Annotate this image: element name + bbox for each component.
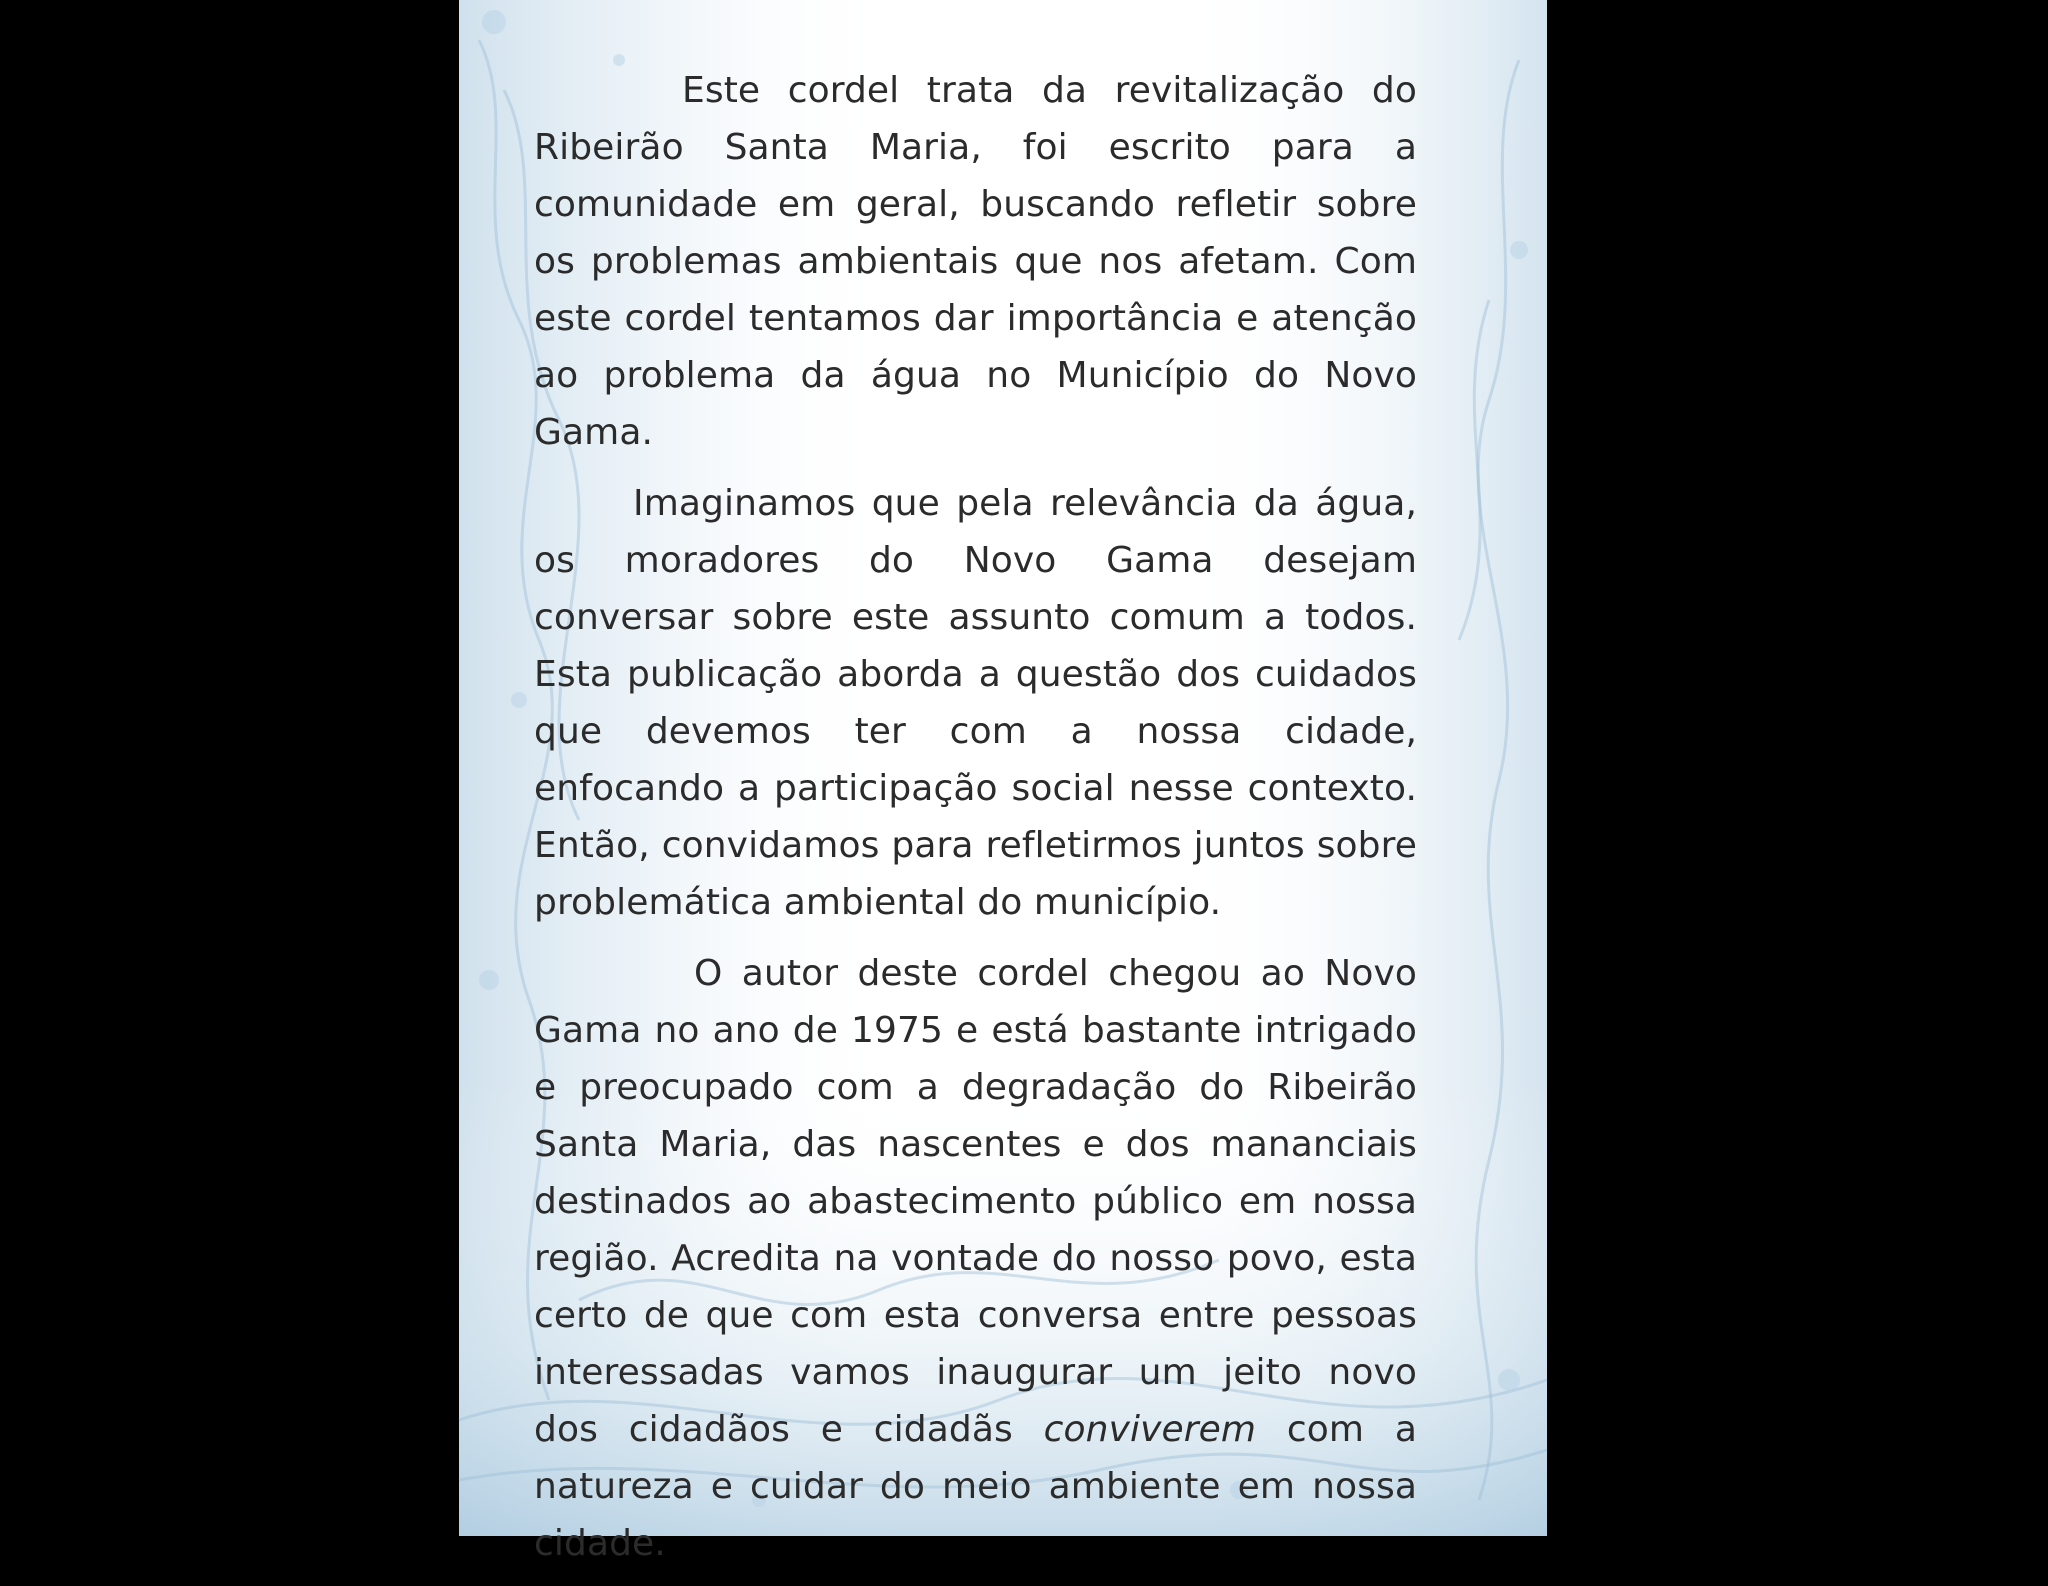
paragraph-2: Imaginamos que pela relevância da água, os moradores do Novo Gama desejam conversar sobre este assunto comum a todos. Esta publicação aborda a questão dos cuidados que devemos ter com a nossa cidade, enfocando a participação social nesse contexto. Então, convidamos para refletirmos juntos sobre problemática ambiental do município. <box>534 483 1417 923</box>
paragraph-1: Este cordel trata da revitalização do Ribeirão Santa Maria, foi escrito para a comunidade em geral, buscando refletir sobre os problemas ambientais que nos afetam. Com este cordel tentamos dar importância e atenção ao problema da água no Município do Novo Gama. <box>534 70 1417 453</box>
paragraph-3 <box>534 945 1417 1572</box>
preface-text <box>534 62 1417 1586</box>
paragraph-3-text-start: O autor deste cordel chegou ao Novo Gama no ano de 1975 e está bastante intrigado e preocupado com a degradação do Ribeirão Santa Maria, das nascentes e dos mananciais destinados ao abastecimento público em nossa região. Acredita na vontade do nosso povo, esta certo de que com esta conversa entre pessoas interessadas vamos inaugurar um jeito novo dos cidadãos e cidadãs <box>534 953 1417 1450</box>
document-page <box>459 0 1547 1564</box>
paragraph-3-italic-word: conviverem <box>1043 1409 1257 1450</box>
paragraph-3-text-end: com a natureza e cuidar do meio ambiente em nossa cidade. <box>534 1409 1417 1564</box>
